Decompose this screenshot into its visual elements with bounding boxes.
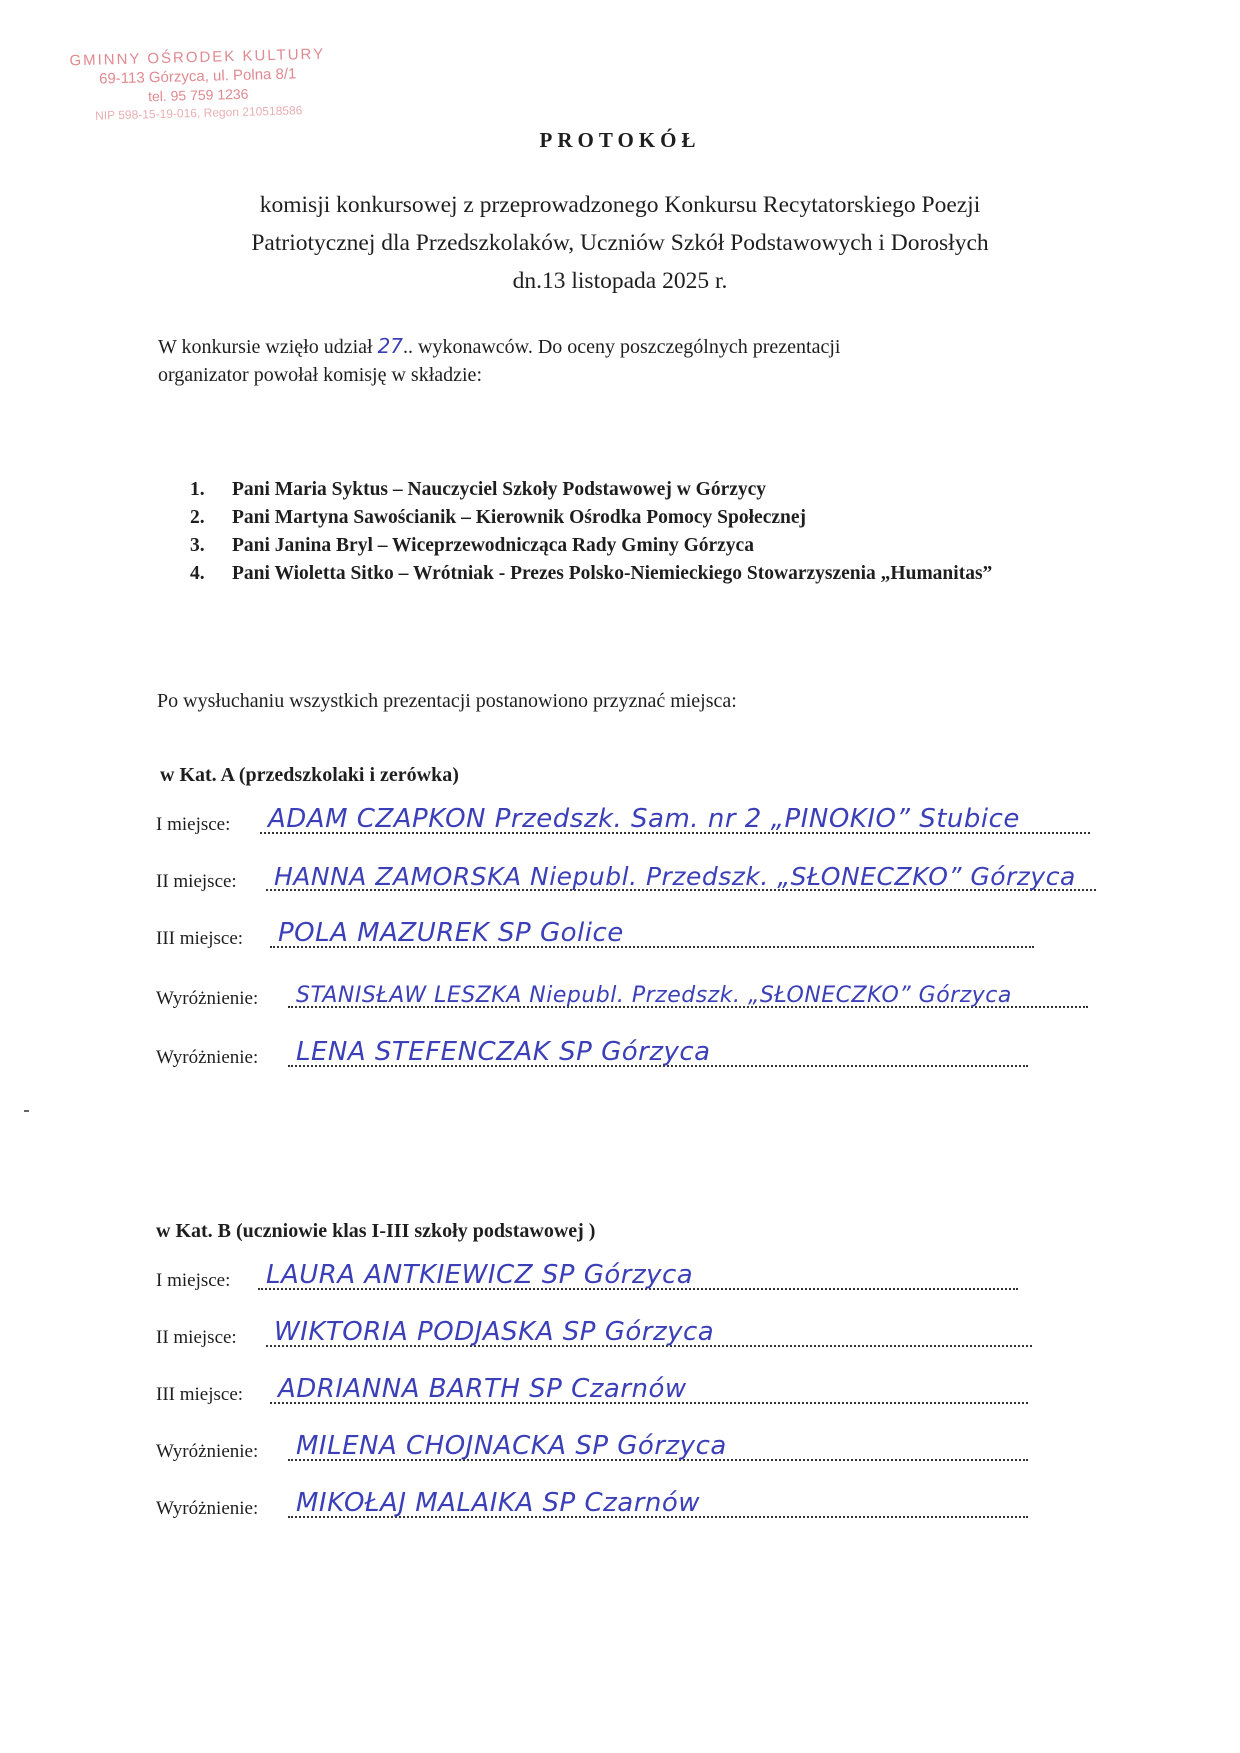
subtitle-line-2: Patriotycznej dla Przedszkolaków, Uczniów Szkół Podstawowych i Dorosłych [251,230,989,256]
committee-member [190,476,1090,504]
document-subtitle [100,186,1140,300]
participant-count: 27 [377,334,404,358]
category-b-place-1 [156,1256,1056,1296]
stamp-line-tax-id: NIP 598-15-19-016, Regon 210518586 [94,103,303,123]
handwritten-entry: ADAM CZAPKON Przedszk. Sam. nr 2 „PINOKIO” Stubice [268,804,1020,834]
handwritten-entry: LAURA ANTKIEWICZ SP Górzyca [266,1260,694,1290]
subtitle-date: dn.13 listopada 2025 r. [512,268,728,294]
committee-member [190,504,1090,532]
place-label: Wyróżnienie: [156,1441,259,1462]
stamp-line-phone: tel. 95 759 1236 [147,85,249,105]
place-label: Wyróżnienie: [156,1498,259,1519]
member-text: Pani Martyna Sawościanik – Kierownik Ośrodka Pomocy Społecznej [232,507,807,528]
place-label: II miejsce: [156,871,237,892]
member-number: 4. [190,563,205,584]
organization-stamp [51,44,345,126]
place-label: II miejsce: [156,1327,237,1348]
committee-list [190,476,1090,588]
category-a-honorable-1 [156,974,1156,1014]
member-text: Pani Wioletta Sitko – Wrótniak - Prezes Polsko-Niemieckiego Stowarzyszenia „Humanitas” [232,563,993,584]
handwritten-entry: LENA STEFENCZAK SP Górzyca [296,1037,711,1067]
stamp-line-name: GMINNY OŚRODEK KULTURY [69,45,326,70]
place-label: III miejsce: [156,928,244,949]
handwritten-entry: MIKOŁAJ MALAIKA SP Czarnów [296,1488,701,1518]
handwritten-entry: MILENA CHOJNACKA SP Górzyca [296,1431,727,1461]
category-b-honorable-2 [156,1484,1056,1524]
committee-member [190,532,1090,560]
member-number: 3. [190,535,205,556]
category-a-place-2 [156,857,1106,897]
intro-line-1 [158,332,1078,361]
place-label: I miejsce: [156,1270,231,1291]
decision-text: Po wysłuchaniu wszystkich prezentacji postanowiono przyznać miejsca: [157,690,737,712]
intro-before: W konkursie wzięło udział [158,336,378,358]
intro-paragraph [158,332,1078,389]
scan-speck [24,1110,29,1112]
handwritten-entry: ADRIANNA BARTH SP Czarnów [278,1374,687,1404]
member-text: Pani Maria Syktus – Nauczyciel Szkoły Podstawowej w Górzycy [232,479,767,500]
category-b-honorable-1 [156,1427,1056,1467]
category-a-place-3 [156,914,1056,954]
handwritten-entry: STANISŁAW LESZKA Niepubl. Przedszk. „SŁONECZKO” Górzyca [296,983,1012,1008]
handwritten-entry: WIKTORIA PODJASKA SP Górzyca [274,1317,715,1347]
category-b-place-2 [156,1313,1056,1353]
category-b-heading: w Kat. B (uczniowie klas I-III szkoły podstawowej ) [156,1220,596,1242]
member-text: Pani Janina Bryl – Wiceprzewodnicząca Rady Gminy Górzyca [232,535,754,556]
place-label: Wyróżnienie: [156,988,259,1009]
category-a-place-1 [156,800,1106,840]
handwritten-entry: HANNA ZAMORSKA Niepubl. Przedszk. „SŁONECZKO” Górzyca [274,862,1076,891]
stamp-line-address: 69-113 Górzyca, ul. Polna 8/1 [98,65,297,88]
place-label: III miejsce: [156,1384,244,1405]
committee-member [190,560,1090,588]
category-b-place-3 [156,1370,1056,1410]
subtitle-line-1: komisji konkursowej z przeprowadzonego Konkursu Recytatorskiego Poezji [259,192,981,218]
place-label: I miejsce: [156,814,231,835]
handwritten-entry: POLA MAZUREK SP Golice [278,918,624,948]
category-a-heading: w Kat. A (przedszkolaki i zerówka) [160,764,459,786]
member-number: 1. [190,479,205,500]
intro-after: .. wykonawców. Do oceny poszczególnych prezentacji [403,336,841,358]
category-a-honorable-2 [156,1033,1056,1073]
member-number: 2. [190,507,205,528]
intro-line-2: organizator powołał komisję w składzie: [158,364,482,386]
document-title: PROTOKÓŁ [539,128,701,152]
place-label: Wyróżnienie: [156,1047,259,1068]
